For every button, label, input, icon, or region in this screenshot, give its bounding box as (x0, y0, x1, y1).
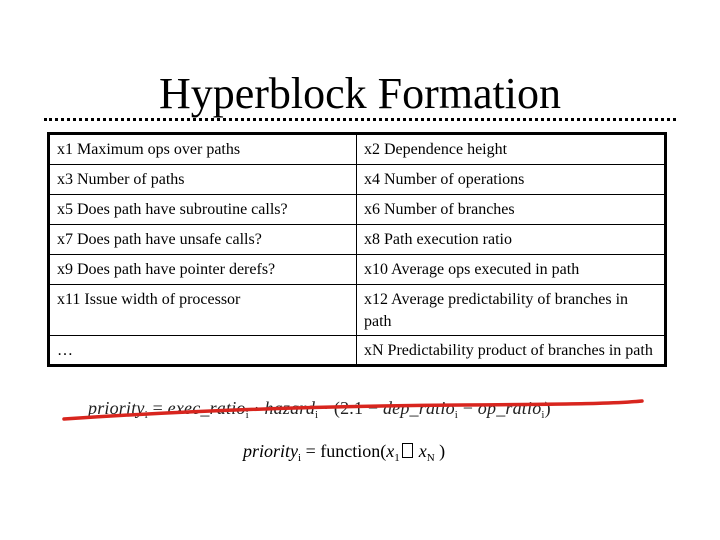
formula-subscript: i (541, 409, 545, 421)
formula-subscript: N (426, 452, 435, 464)
table-cell: x1 Maximum ops over paths (49, 134, 357, 165)
table-row (49, 134, 666, 165)
formula-operator: ) (544, 398, 551, 418)
slide-title: Hyperblock Formation (158, 69, 562, 118)
formula-operator: · (323, 398, 330, 418)
formula-term: hazard (264, 398, 316, 418)
formula-term: op_ratio (477, 398, 542, 418)
formula-subscript: i (144, 409, 148, 421)
formula-term: exec_ratio (167, 398, 246, 418)
table-cell: x12 Average predictability of branches in path (357, 285, 666, 336)
table-cell: x6 Number of branches (357, 195, 666, 225)
formula-term: priority (243, 441, 299, 461)
formula-subscript: 1 (394, 452, 400, 464)
table-cell: x7 Does path have unsafe calls? (49, 225, 357, 255)
formula-operator: = (305, 441, 316, 461)
table-row (49, 336, 666, 366)
table-cell: x9 Does path have pointer derefs? (49, 255, 357, 285)
table-cell: x8 Path execution ratio (357, 225, 666, 255)
table-row (49, 165, 666, 195)
formula-subscript: i (454, 409, 459, 421)
formula-term: dep_ratio (382, 398, 455, 418)
formula-term: x (386, 441, 395, 461)
table-cell: x2 Dependence height (357, 134, 666, 165)
formula-operator: = (152, 398, 163, 418)
formula-operator: − (462, 398, 474, 418)
table-cell: xN Predictability product of branches in path (357, 336, 666, 366)
formula-function: function( (320, 441, 387, 461)
table-row (49, 195, 666, 225)
table-cell: x3 Number of paths (49, 165, 357, 195)
property-table (47, 132, 667, 367)
table-row (49, 255, 666, 285)
formula-subscript: i (245, 409, 249, 421)
formula-operator: (2.1 − (333, 398, 379, 418)
formula-subscript: i (315, 409, 319, 421)
table-cell: x4 Number of operations (357, 165, 666, 195)
ellipsis-placeholder-icon (402, 443, 413, 458)
table-row (49, 285, 666, 336)
formula-subscript: i (298, 452, 302, 464)
strikethrough-mark (62, 397, 644, 425)
table-cell: x10 Average ops executed in path (357, 255, 666, 285)
table-cell: x11 Issue width of processor (49, 285, 357, 336)
formula-term: priority (88, 398, 145, 418)
formula-operator: · (253, 398, 260, 418)
new-priority-formula (243, 441, 445, 464)
formula-operator: ) (439, 441, 446, 461)
table-row (49, 225, 666, 255)
table-cell: x5 Does path have subroutine calls? (49, 195, 357, 225)
table-cell: … (49, 336, 357, 366)
title-divider (44, 118, 676, 121)
formula-term: x (418, 441, 427, 461)
